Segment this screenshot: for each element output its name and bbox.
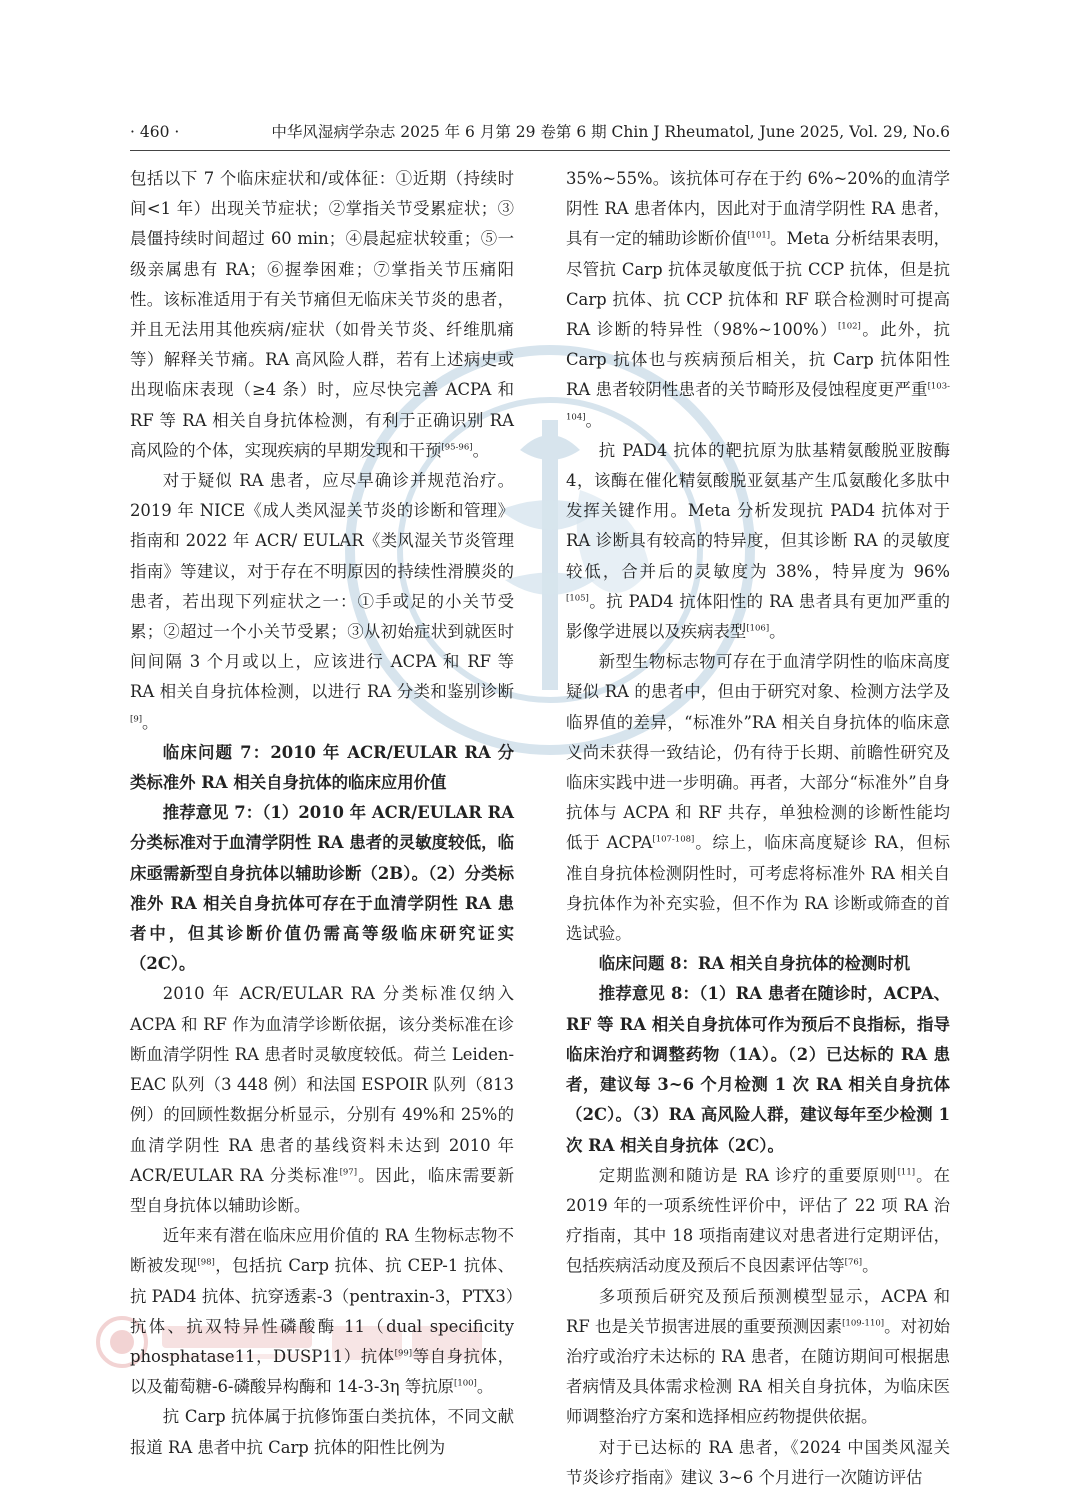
citation-ref: [9] (130, 714, 143, 725)
citation-ref: [105] (566, 593, 589, 604)
text-run: 等自身抗体，以及葡萄糖-6-磷酸异构酶和 14-3-3η 等抗原 (130, 1346, 514, 1397)
section-heading (130, 738, 514, 798)
citation-ref: [106] (746, 623, 770, 634)
text-run: 临床问题 7：2010 年 ACR/EULAR RA 分类标准外 RA 相关自身抗体的临床应用价值 (130, 742, 514, 793)
left-column (130, 164, 514, 1463)
text-run: ，包括抗 Carp 抗体、抗 CEP-1 抗体、抗 PAD4 抗体、抗穿透素-3（pentraxin-3，PTX3）抗体、抗双特异性磷酸酶 11（dual specificity phosphatase11，DUSP11）抗体 (130, 1256, 514, 1366)
text-run: 。 (585, 410, 602, 430)
body-paragraph (566, 1433, 950, 1493)
text-run: 包括以下 7 个临床症状和/或体征：①近期（持续时间<1 年）出现关节症状；②掌指关节受累症状；③晨僵持续时间超过 60 min；④晨起症状较重；⑤一级亲属患有 RA；⑥握拳困难；⑦掌指关节压痛阳性。该标准适用于有关节痛但无临床关节炎的患者，并且无法用其他疾病/症状（如骨关节炎、纤维肌痛等）解释关节痛。RA 高风险人群，若有上述病史或出现临床表现（≥4 条）时，应尽快完善 ACPA 和 RF 等 RA 相关自身抗体检测，有利于正确识别 RA 高风险的个体，实现疾病的早期发现和干预 (130, 169, 514, 460)
citation-ref: [76] (844, 1257, 863, 1268)
section-heading (130, 798, 514, 979)
body-paragraph (130, 1221, 514, 1402)
body-paragraph (566, 1282, 950, 1433)
text-run: 。Meta 分析结果表明，尽管抗 Carp 抗体灵敏度低于抗 CCP 抗体，但是抗 Carp 抗体、抗 CCP 抗体和 RF 联合检测时可提高 RA 诊断的特异性（98%~100%） (566, 229, 950, 340)
text-run: 对于疑似 RA 患者，应尽早确诊并规范治疗。2019 年 NICE《成人类风湿关节炎的诊断和管理》指南和 2022 年 ACR/ EULAR《类风湿关节炎管理指南》等建议，对于存在不明原因的持续性滑膜炎的患者，若出现下列症状之一：①手或足的小关节受累；②超过一个小关节受累；③从初始症状到就医时间间隔 3 个月或以上，应该进行 ACPA 和 RF 等 RA 相关自身抗体检测，以进行 RA 分类和鉴别诊断 (130, 471, 514, 702)
text-run: 。 (862, 1256, 879, 1276)
journal-citation: 中华风湿病学杂志 2025 年 6 月第 29 卷第 6 期 Chin J Rheumatol, June 2025, Vol. 29, No.6 (271, 123, 950, 141)
text-run: 。此外，抗 Carp 抗体也与疾病预后相关，抗 Carp 抗体阳性 RA 患者较阴性患者的关节畸形及侵蚀程度更严重 (566, 320, 950, 400)
text-run: 抗 PAD4 抗体的靶抗原为肽基精氨酸脱亚胺酶 4，该酶在催化精氨酸脱亚氨基产生瓜氨酸化多肽中发挥关键作用。Meta 分析发现抗 PAD4 抗体对于 RA 诊断具有较高的特异度，但其诊断 RA 的灵敏度较低，合并后的灵敏度为 38%，特异度为 96% (566, 440, 950, 581)
text-run: 临床问题 8：RA 相关自身抗体的检测时机 (598, 954, 911, 974)
citation-ref: [97] (339, 1167, 358, 1178)
text-run: 推荐意见 7：（1）2010 年 ACR/EULAR RA 分类标准对于血清学阴性 RA 患者的灵敏度较低，临床亟需新型自身抗体以辅助诊断（2B）。（2）分类标准外 RA 相关自身抗体可存在于血清学阴性 RA 患者中，但其诊断价值仍需高等级临床研究证实（2C）。 (130, 803, 514, 974)
body-paragraph (130, 466, 514, 738)
body-paragraph (566, 436, 950, 647)
citation-ref: [103-104] (566, 381, 950, 423)
text-run: 推荐意见 8：（1）RA 患者在随诊时，ACPA、RF 等 RA 相关自身抗体可作为预后不良指标，指导临床治疗和调整药物（1A）。（2）已达标的 RA 患者，建议每 3~6 个月检测 1 次 RA 相关自身抗体（2C）。（3）RA 高风险人群，建议每年至少检测 1 次 RA 相关自身抗体（2C）。 (566, 984, 950, 1155)
citation-ref: [98] (197, 1257, 215, 1268)
text-run: 多项预后研究及预后预测模型显示，ACPA 和 RF 也是关节损害进展的重要预测因素 (566, 1286, 950, 1336)
body-paragraph (130, 164, 514, 466)
page-number: · 460 · (130, 123, 180, 141)
header-rule (130, 150, 950, 151)
citation-ref: [101] (747, 230, 771, 241)
text-run: 近年来有潜在临床应用价值的 RA 生物标志物不断被发现 (130, 1226, 514, 1276)
text-run: 。对初始治疗或治疗未达标的 RA 患者，在随访期间可根据患者病情及具体需求检测 RA 相关自身抗体，为临床医师调整治疗方案和选择相应药物提供依据。 (566, 1316, 950, 1427)
text-run: 对于已达标的 RA 患者，《2024 中国类风湿关节炎诊疗指南》建议 3~6 个月进行一次随访评估 (566, 1437, 950, 1487)
citation-ref: [109-110] (842, 1318, 885, 1329)
text-run: 。 (769, 622, 786, 642)
text-run: 。 (476, 1377, 494, 1397)
body-paragraph (566, 647, 950, 949)
text-run: 35%~55%。该抗体可存在于约 6%~20%的血清学阴性 RA 患者体内，因此对于血清学阴性 RA 患者，具有一定的辅助诊断价值 (566, 169, 950, 249)
text-run: 抗 Carp 抗体属于抗修饰蛋白类抗体，不同文献报道 RA 患者中抗 Carp 抗体的阳性比例为 (130, 1407, 514, 1457)
citation-ref: [99] (394, 1348, 413, 1359)
section-heading (566, 979, 950, 1160)
text-run: 。 (472, 440, 489, 460)
text-run: 。 (142, 712, 159, 732)
running-header (130, 118, 950, 146)
text-run: 。在 2019 年的一项系统性评价中，评估了 22 项 RA 治疗指南，其中 18 项指南建议对患者进行定期评估，包括疾病活动度及预后不良因素评估等 (566, 1165, 951, 1276)
body-paragraph (130, 979, 514, 1221)
citation-ref: [102] (837, 321, 861, 332)
citation-ref: [107-108] (652, 835, 695, 845)
right-column (566, 164, 950, 1493)
body-paragraph (566, 164, 950, 436)
text-run: 定期监测和随访是 RA 诊疗的重要原则 (598, 1165, 898, 1185)
citation-ref: [95-96] (441, 442, 473, 453)
text-run: 。抗 PAD4 抗体阳性的 RA 患者具有更加严重的影像学进展以及疾病表型 (566, 591, 950, 642)
section-heading (566, 949, 950, 979)
citation-ref: [100] (454, 1378, 477, 1389)
text-run: 2010 年 ACR/EULAR RA 分类标准仅纳入 ACPA 和 RF 作为血清学诊断依据，该分类标准在诊断血清学阴性 RA 患者时灵敏度较低。荷兰 Leiden-EAC 队列（3 448 例）和法国 ESPOIR 队列（813 例）的回顾性数据分析显示，分别有 49%和 25%的血清学阴性 RA 患者的基线资料未达到 2010 年 ACR/EULAR RA 分类标准 (130, 984, 514, 1185)
body-paragraph (130, 1402, 514, 1462)
text-run: 。因此，临床需要新型自身抗体以辅助诊断。 (130, 1165, 514, 1215)
body-paragraph (566, 1161, 950, 1282)
citation-ref: [11] (897, 1167, 916, 1178)
text-run: 。综上，临床高度疑诊 RA，但标准自身抗体检测阴性时，可考虑将标准外 RA 相关自身抗体作为补充实验，但不作为 RA 诊断或筛查的首选试验。 (566, 833, 950, 944)
text-run: 新型生物标志物可存在于血清学阴性的临床高度疑似 RA 的患者中，但由于研究对象、检测方法学及临界值的差异，“标准外”RA 相关自身抗体的临床意义尚未获得一致结论，仍有待于长期、前瞻性研究及临床实践中进一步明确。再者，大部分“标准外”自身抗体与 ACPA 和 RF 共存，单独检测的诊断性能均低于 ACPA (566, 652, 950, 853)
